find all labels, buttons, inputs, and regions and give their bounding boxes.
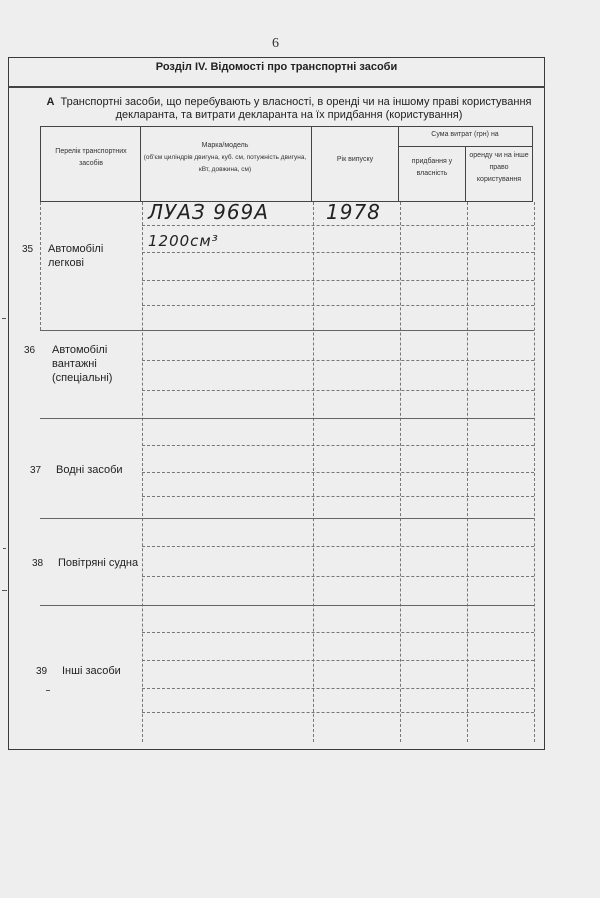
handwritten-volume: 1200см³	[148, 232, 219, 250]
header-right-line	[532, 126, 533, 202]
grid-line	[142, 252, 534, 253]
column-header-expenses: Сума витрат (грн) на	[431, 131, 499, 138]
column-header-year: Рік випуску	[336, 156, 374, 163]
row-number: 36	[24, 345, 36, 356]
row-separator	[40, 518, 534, 519]
row-label-water: Водні засоби	[56, 464, 123, 476]
grid-line	[142, 360, 534, 361]
grid-line	[142, 445, 534, 446]
grid-line	[142, 305, 534, 306]
grid-line	[142, 632, 534, 633]
row-number: 35	[22, 244, 34, 255]
column-header-brand	[142, 140, 308, 176]
subsection-line-1: Транспортні засоби, що перебувають у власності, в оренді чи на іншому праві користування	[60, 96, 532, 108]
grid-line	[142, 660, 534, 661]
row-number: 38	[32, 558, 44, 569]
subsection-line-2: декларанта, та витрати декларанта на їх придбання (користування)	[115, 109, 463, 121]
row-separator	[40, 418, 534, 419]
grid-line	[534, 202, 535, 742]
title-divider	[8, 86, 545, 88]
header-left-line	[40, 126, 41, 202]
grid-line	[142, 688, 534, 689]
grid-line	[142, 712, 534, 713]
handwritten-brand: ЛУАЗ 969А	[148, 200, 269, 224]
column-header-brand-sub: (об'єм циліндрів двигуна, куб. см, потужність двигуна, кВт, довжина, см)	[143, 154, 307, 173]
grid-line	[142, 546, 534, 547]
column-header-rent: оренду чи на інше право користування	[469, 152, 529, 183]
page-number: 6	[272, 36, 279, 51]
grid-line	[142, 576, 534, 577]
scan-mark	[46, 690, 50, 691]
scan-mark	[2, 318, 6, 319]
row-label-trucks: Автомобілі вантажні (спеціальні)	[52, 344, 113, 384]
handwritten-year: 1978	[326, 200, 381, 224]
grid-line	[142, 225, 534, 226]
section-title: Розділ IV. Відомості про транспортні засоби	[155, 61, 398, 73]
subsection-heading	[44, 96, 534, 122]
grid-line	[142, 390, 534, 391]
row-label-cars: Автомобілі легкові	[48, 243, 104, 269]
grid-line	[40, 202, 41, 330]
row-number: 39	[36, 666, 48, 677]
scan-mark	[3, 548, 6, 549]
row-label-other: Інші засоби	[62, 665, 121, 677]
grid-line	[142, 472, 534, 473]
row-separator	[40, 605, 534, 606]
column-header-list: Перелік транспортних засобів	[55, 148, 127, 167]
scan-mark	[2, 590, 7, 591]
subsection-letter: А	[46, 96, 55, 108]
row-label-air: Повітряні судна	[58, 557, 139, 569]
header-bottom-line	[40, 201, 532, 202]
header-col-line-2	[311, 126, 312, 202]
header-col-line-3	[398, 126, 399, 202]
column-header-brand-title: Марка/модель	[201, 142, 249, 149]
row-number: 37	[30, 465, 42, 476]
header-col-line-4	[465, 146, 466, 202]
grid-line	[142, 280, 534, 281]
column-header-purchase: придбання у власність	[411, 158, 453, 177]
row-separator	[40, 330, 534, 331]
header-col-line-1	[140, 126, 141, 202]
grid-line	[142, 496, 534, 497]
